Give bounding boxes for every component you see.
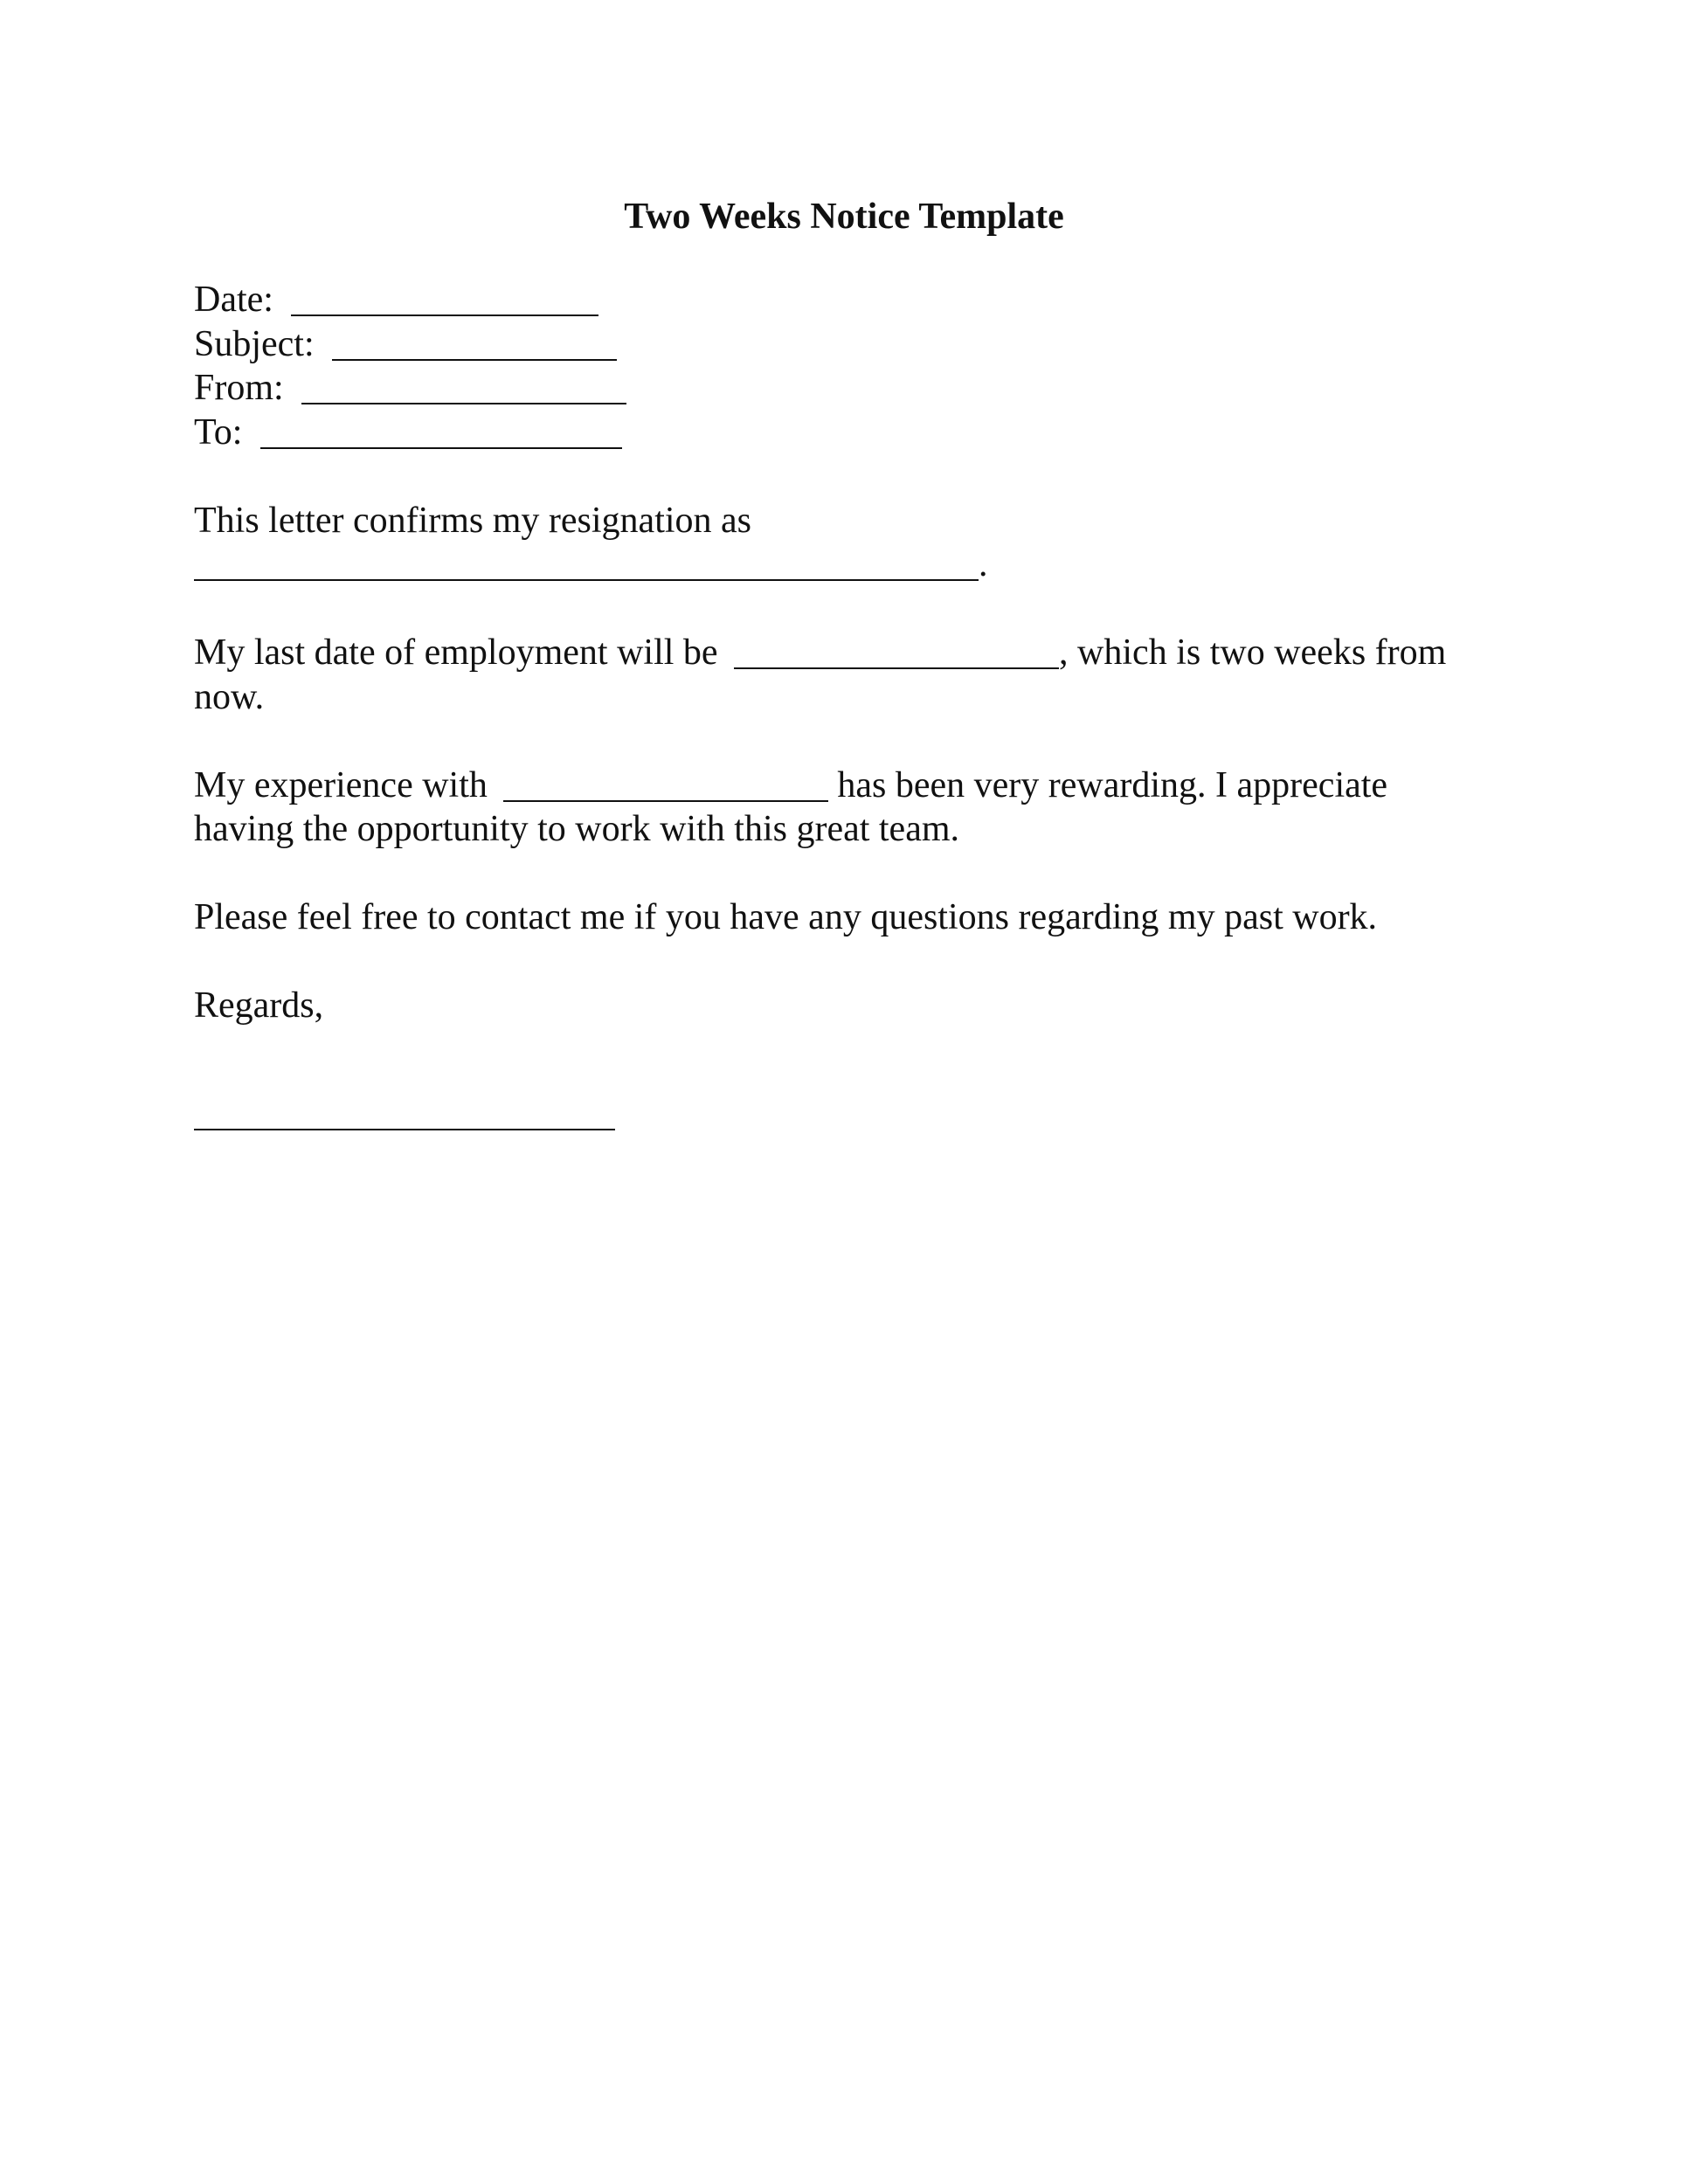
from-label: From: [194, 368, 284, 408]
contact-text: Please feel free to contact me if you have any questions regarding my past work. [194, 897, 1378, 937]
letter-body [194, 278, 1522, 1136]
signature-blank[interactable] [194, 1094, 615, 1130]
paragraph-experience [194, 764, 1522, 808]
subject-label: Subject: [194, 323, 315, 364]
resignation-period: . [979, 544, 988, 584]
last-date-text-continued: , which is two weeks from [1059, 632, 1447, 673]
closing-line [194, 984, 1522, 1028]
to-field-row [194, 411, 1522, 455]
subject-field-row [194, 322, 1522, 367]
experience-text-end: having the opportunity to work with this great team. [194, 809, 960, 849]
subject-blank[interactable] [332, 324, 617, 361]
date-label: Date: [194, 280, 273, 320]
spacer [194, 587, 1522, 632]
last-date-text: My last date of employment will be [194, 632, 718, 673]
from-blank[interactable] [301, 368, 626, 404]
last-date-blank[interactable] [734, 632, 1059, 669]
experience-text: My experience with [194, 764, 488, 805]
resignation-text: This letter confirms my resignation as [194, 500, 752, 541]
date-blank[interactable] [291, 280, 598, 316]
spacer [194, 852, 1522, 896]
last-date-text-end: now. [194, 676, 265, 717]
document-title: Two Weeks Notice Template [624, 197, 1064, 237]
paragraph-last-date-end [194, 675, 1522, 720]
company-blank[interactable] [503, 765, 828, 802]
closing-text: Regards, [194, 985, 324, 1026]
paragraph-resignation-blank-row [194, 543, 1522, 587]
spacer [194, 719, 1522, 764]
to-blank[interactable] [260, 412, 622, 449]
experience-text-continued: has been very rewarding. I appreciate [837, 764, 1388, 805]
spacer [194, 1028, 1522, 1092]
position-blank[interactable] [194, 544, 979, 581]
to-label: To: [194, 411, 243, 453]
paragraph-resignation [194, 499, 1522, 543]
signature-row [194, 1092, 1522, 1137]
paragraph-contact [194, 895, 1522, 940]
spacer [194, 940, 1522, 985]
paragraph-last-date [194, 631, 1522, 675]
spacer [194, 454, 1522, 499]
from-field-row [194, 366, 1522, 411]
paragraph-experience-end [194, 807, 1522, 852]
date-field-row [194, 278, 1522, 322]
